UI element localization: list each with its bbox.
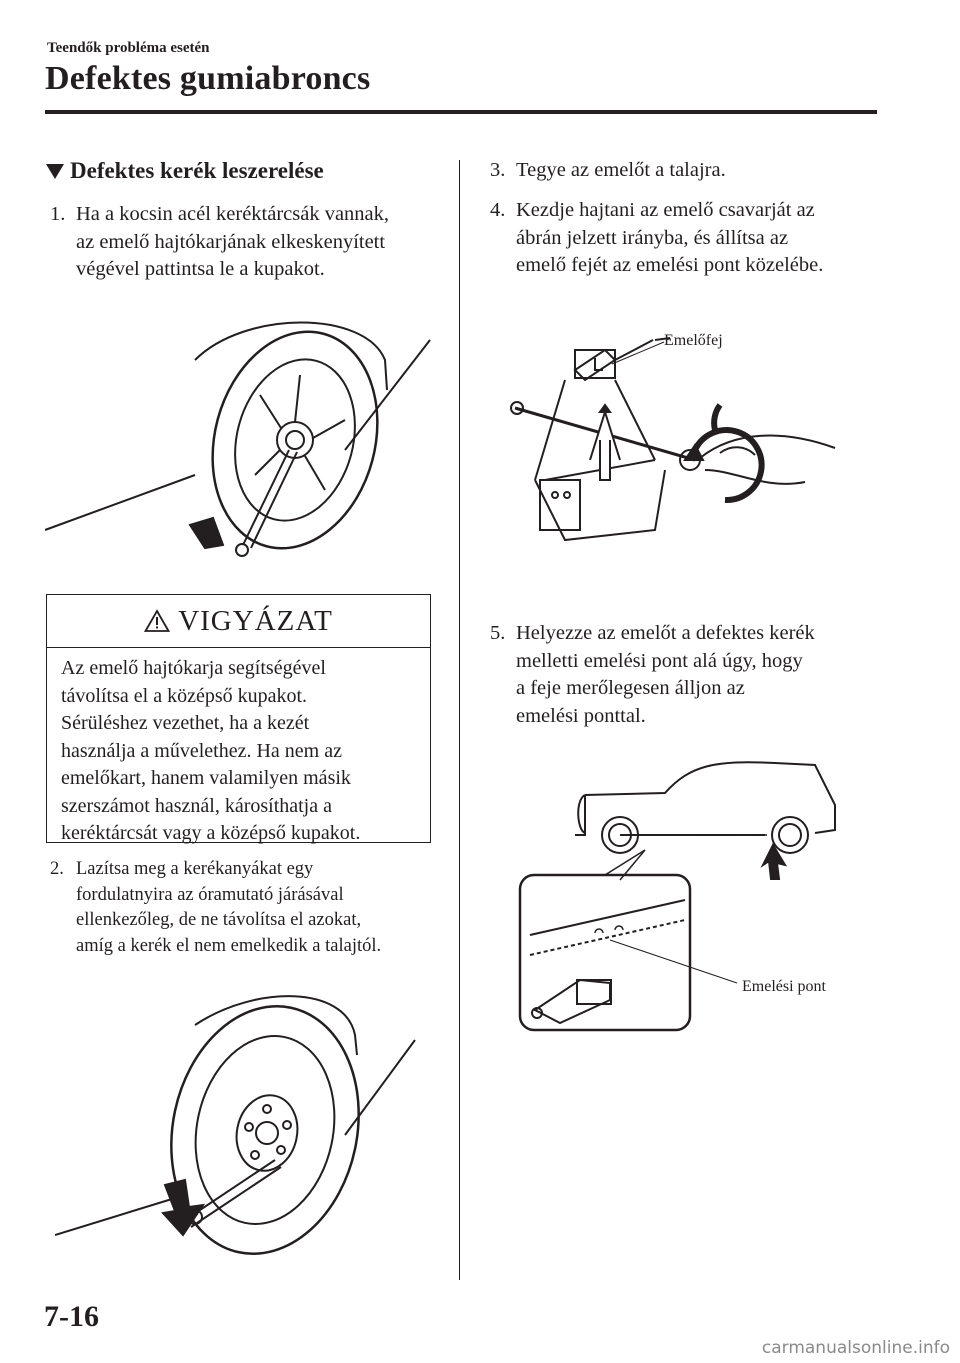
caution-line: távolítsa el a középső kupakot. <box>61 684 308 707</box>
step-3-line: Tegye az emelőt a talajra. <box>516 159 726 181</box>
step-2-line: ellenkezőleg, de ne távolítsa el azokat, <box>76 910 362 930</box>
step-4-line: Kezdje hajtani az emelő csavarját az <box>516 199 815 221</box>
step-3 <box>490 157 890 187</box>
caution-body <box>61 655 360 848</box>
caution-box <box>46 594 431 843</box>
step-5 <box>490 620 890 732</box>
step-1-number: 1. <box>50 203 66 225</box>
caution-line: szerszámot használ, károsíthatja a <box>61 794 332 817</box>
column-divider <box>459 160 460 1280</box>
caution-heading-text: VIGYÁZAT <box>178 604 333 637</box>
step-3-number: 3. <box>490 159 506 181</box>
step-1 <box>50 201 450 285</box>
step-2 <box>50 857 455 961</box>
step-3-text <box>516 157 726 185</box>
step-4 <box>490 197 890 281</box>
caution-heading <box>47 595 430 648</box>
section-kicker: Teendők probléma esetén <box>47 40 210 56</box>
step-5-line: a feje merőlegesen álljon az <box>516 677 745 699</box>
loosen-lug-nuts-illustration <box>55 985 435 1260</box>
subsection-title: Defektes kerék leszerelése <box>70 158 324 183</box>
step-4-line: ábrán jelzett irányba, és állítsa az <box>516 226 789 249</box>
step-5-text <box>516 620 815 730</box>
jack-head-leader-line <box>610 338 666 368</box>
step-2-number: 2. <box>50 859 64 879</box>
caution-line: emelőkart, hanem valamilyen másik <box>61 767 351 789</box>
step-1-line: végével pattintsa le a kupakot. <box>76 258 325 280</box>
title-rule <box>45 110 877 114</box>
step-4-line: emelő fejét az emelési pont közelébe. <box>516 254 824 276</box>
hubcap-removal-illustration <box>45 300 435 570</box>
lift-point-label: Emelési pont <box>742 978 826 995</box>
page-title: Defektes gumiabroncs <box>45 60 371 97</box>
caution-line: Sérüléshez vezethet, ha a kezét <box>61 712 310 734</box>
step-4-text <box>516 197 823 280</box>
step-5-number: 5. <box>490 622 506 644</box>
step-2-line: Lazítsa meg a kerékanyákat egy <box>76 859 314 879</box>
warning-triangle-icon <box>144 609 170 633</box>
step-2-text <box>76 857 381 959</box>
step-1-line: az emelő hajtókarjának elkeskenyített <box>76 230 386 253</box>
triangle-bullet-icon <box>46 164 64 179</box>
caution-line: keréktárcsát vagy a középső kupakot. <box>61 822 361 844</box>
page-number: 7-16 <box>44 1300 99 1333</box>
step-5-line: melletti emelési pont alá úgy, hogy <box>516 649 803 672</box>
step-2-line: fordulatnyira az óramutató járásával <box>76 884 344 905</box>
step-4-number: 4. <box>490 199 506 221</box>
step-2-line: amíg a kerék el nem emelkedik a talajtól. <box>76 935 382 956</box>
step-5-line: emelési ponttal. <box>516 704 646 727</box>
step-1-text <box>76 201 389 284</box>
caution-line: használja a művelethez. Ha nem az <box>61 739 342 762</box>
caution-line: Az emelő hajtókarja segítségével <box>61 657 326 679</box>
step-1-line: Ha a kocsin acél keréktárcsák vannak, <box>76 203 390 225</box>
step-5-line: Helyezze az emelőt a defektes kerék <box>516 622 815 644</box>
jack-head-label: Emelőfej <box>664 332 723 349</box>
subsection-heading <box>46 158 324 184</box>
watermark: carmanualsonline.info <box>761 1338 950 1358</box>
jack-raise-illustration <box>505 330 850 560</box>
